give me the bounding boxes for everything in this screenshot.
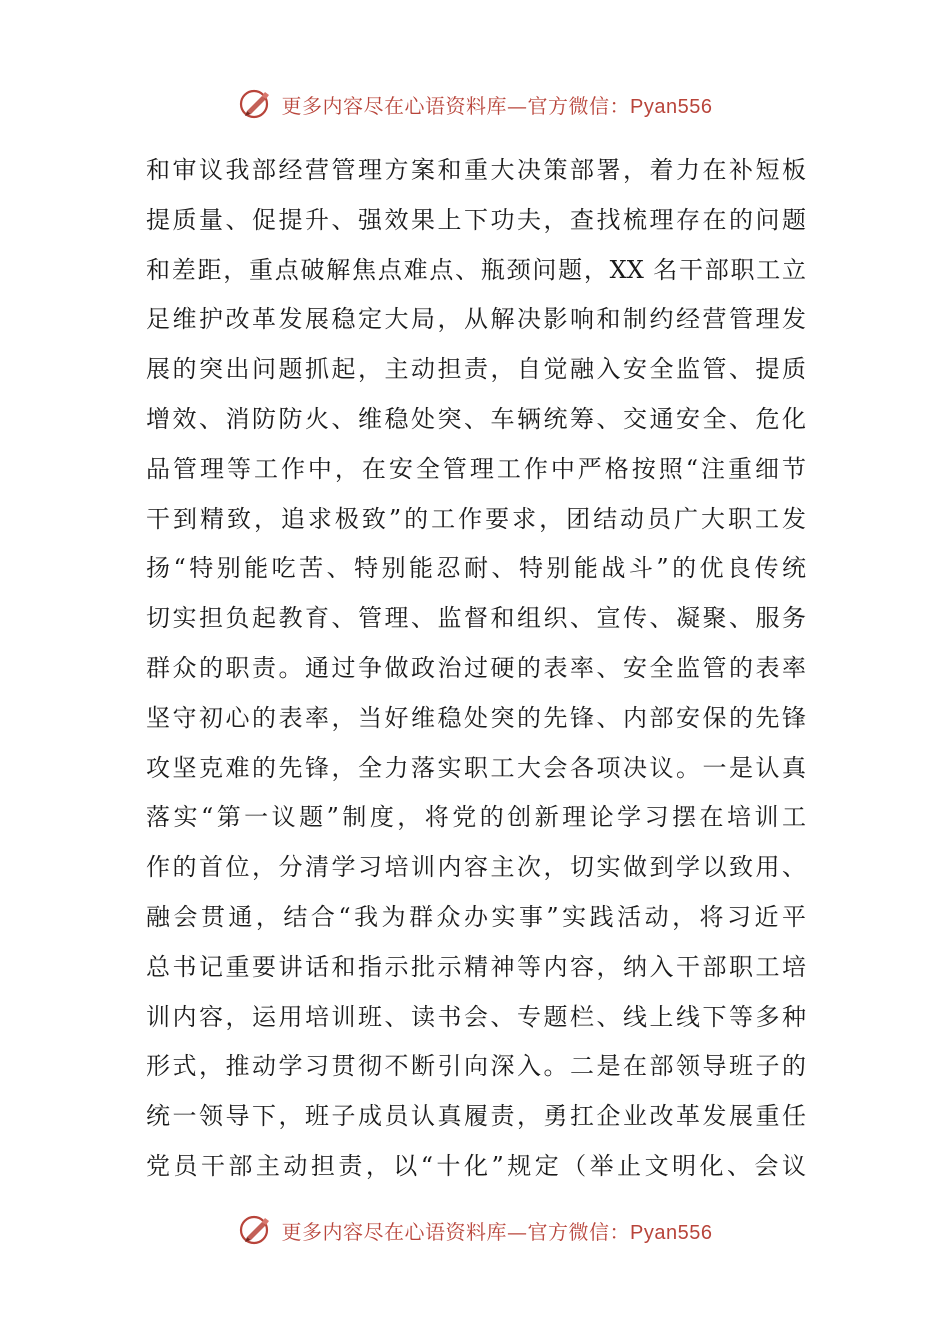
body-text-line: 切实担负起教育、管理、监督和组织、宣传、凝聚、服务 xyxy=(146,604,806,633)
footer-watermark-banner xyxy=(0,1210,950,1250)
pen-logo-icon xyxy=(238,86,274,122)
body-text-line: 训内容，运用培训班、读书会、专题栏、线上线下等多种 xyxy=(146,1002,806,1031)
body-text-line: 群众的职责。通过争做政治过硬的表率、安全监管的表率 xyxy=(146,653,806,682)
banner-site-text: 更多内容尽在心语资料库—官方微信： xyxy=(281,93,631,118)
body-text-line: 展的突出问题抓起，主动担责，自觉融入安全监管、提质 xyxy=(146,355,806,384)
body-text-line: 攻坚克难的先锋，全力落实职工大会各项决议。一是认真 xyxy=(146,753,806,782)
body-text-line: 品管理等工作中，在安全管理工作中严格按照“注重细节 xyxy=(146,454,806,483)
body-text-line: 坚守初心的表率，当好维稳处突的先锋、内部安保的先锋 xyxy=(146,703,806,732)
body-text-line: 落实“第一议题”制度，将党的创新理论学习摆在培训工 xyxy=(146,803,806,832)
body-text-line: 足维护改革发展稳定大局，从解决影响和制约经营管理发 xyxy=(146,305,806,334)
body-text-line: 扬“特别能吃苦、特别能忍耐、特别能战斗”的优良传统 xyxy=(146,554,806,583)
body-text-line: 形式，推动学习贯彻不断引向深入。二是在部领导班子的 xyxy=(146,1052,806,1081)
body-text-line: 统一领导下，班子成员认真履责，勇扛企业改革发展重任 xyxy=(146,1102,806,1131)
body-text-line: 党员干部主动担责，以“十化”规定（举止文明化、会议 xyxy=(146,1151,806,1180)
body-text-line: 作的首位，分清学习培训内容主次，切实做到学以致用、 xyxy=(146,853,806,882)
banner-wechat-id: Pyan556 xyxy=(630,95,713,118)
banner-text xyxy=(282,1216,713,1245)
body-text-line: 和差距，重点破解焦点难点、瓶颈问题，XX 名干部职工立 xyxy=(146,255,806,284)
document-body xyxy=(146,146,806,1192)
pen-logo-icon xyxy=(238,1212,274,1248)
body-text-line: 融会贯通，结合“我为群众办实事”实践活动，将习近平 xyxy=(146,902,806,931)
banner-wechat-id: Pyan556 xyxy=(630,1221,713,1244)
header-watermark-banner xyxy=(0,84,950,124)
banner-text xyxy=(282,90,713,119)
body-text-line: 干到精致，追求极致”的工作要求，团结动员广大职工发 xyxy=(146,504,806,533)
body-text-line: 总书记重要讲话和指示批示精神等内容，纳入干部职工培 xyxy=(146,952,806,981)
body-text-line: 提质量、促提升、强效果上下功夫，查找梳理存在的问题 xyxy=(146,205,806,234)
body-text-line: 增效、消防防火、维稳处突、车辆统筹、交通安全、危化 xyxy=(146,404,806,433)
body-text-line: 和审议我部经营管理方案和重大决策部署，着力在补短板 xyxy=(146,156,806,184)
banner-site-text: 更多内容尽在心语资料库—官方微信： xyxy=(281,1219,631,1244)
